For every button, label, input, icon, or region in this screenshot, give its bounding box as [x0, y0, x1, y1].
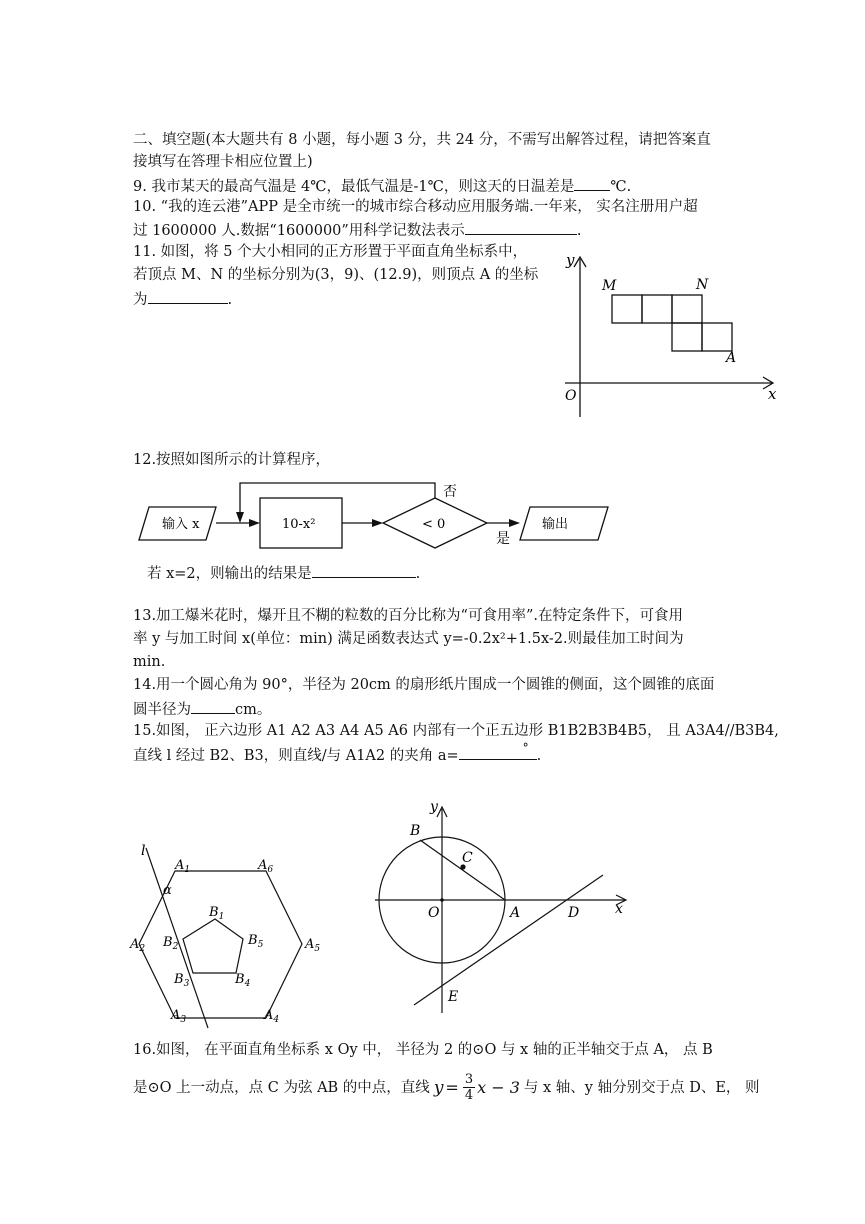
question-11-cont2: 为 .	[133, 288, 232, 310]
question-11-cont: 若顶点 M、N 的坐标分别为(3，9)、(12.9)，则顶点 A 的坐标	[133, 267, 539, 283]
question-16-cont: 是⊙O 上一动点，点 C 为弦 AB 的中点，直线 y = $\frac{3}{4}$ x − 3 与 x 轴、y 轴分别交于点 D、E， 则	[133, 1072, 760, 1103]
line-l	[146, 848, 208, 1028]
y-axis-label: y	[566, 251, 575, 269]
svg-text:B4: $B_4$	[235, 972, 251, 989]
answer-blank-14	[191, 698, 235, 714]
flow-process-label: 10-x²	[282, 517, 316, 532]
svg-text:A: A	[510, 905, 521, 921]
chord-ab	[420, 840, 505, 900]
question-10: 10. “我的连云港”APP 是全市统一的城市综合移动应用服务端.一年来， 实名注册用户超	[133, 199, 698, 215]
question-14: 14.用一个圆心角为 90°，半径为 20cm 的扇形纸片围成一个圆锥的侧面，这个圆锥的底面	[133, 677, 715, 693]
question-9: 9. 我市某天的最高气温是 4℃，最低气温是-1℃，则这天的日温差是 ℃.	[133, 175, 631, 197]
origin-label: O	[565, 388, 577, 404]
flow-input-label: 输入 x	[162, 517, 200, 532]
answer-blank-15: °	[459, 744, 537, 760]
svg-text:A6: $A_6$	[258, 858, 274, 875]
question-12: 12.按照如图所示的计算程序，	[133, 452, 331, 468]
svg-text:B2: $B_2$	[163, 935, 179, 952]
x-axis-label: x	[768, 385, 777, 403]
question-14-cont: 圆半径为 cm。	[133, 698, 271, 720]
question-13: 13.加工爆米花时，爆开且不糊的粒数的百分比称为“可食用率”.在特定条件下，可食用	[133, 608, 683, 624]
figure-15-hexagon	[125, 835, 325, 1035]
point-m-label: M	[602, 278, 617, 294]
svg-text:x: x	[615, 901, 623, 917]
question-15: 15.如图， 正六边形 A1 A2 A3 A4 A5 A6 内部有一个正五边形 B1B2B3B4B5， 且 A3A4//B3B4,	[133, 723, 779, 739]
question-13-cont: 率 y 与加工时间 x(单位：min) 满足函数表达式 y=-0.2x²+1.5x-2.则最佳加工时间为	[133, 631, 684, 647]
svg-text:A3: $A_3$	[171, 1008, 187, 1025]
question-12-answer: 若 x=2，则输出的结果是 .	[147, 562, 420, 584]
point-n-label: N	[696, 277, 709, 293]
svg-text:A5: $A_5$	[305, 937, 321, 954]
answer-blank-10	[465, 219, 577, 235]
svg-text:O: O	[428, 905, 440, 921]
pentagon	[183, 919, 243, 973]
flow-yes-label: 是	[496, 531, 510, 547]
svg-text:B: B	[410, 823, 421, 839]
question-15-cont: 直线 l 经过 B2、B3，则直线/与 A1A2 的夹角 a= ° .	[133, 741, 542, 764]
point-a-label: A	[726, 350, 737, 366]
svg-text:C: C	[462, 850, 473, 866]
svg-text:B1: $B_1$	[209, 905, 225, 922]
flow-no-label: 否	[443, 484, 457, 500]
section-heading: 二、填空题(本大题共有 8 小题，每小题 3 分，共 24 分，不需写出解答过程，请把答案直	[133, 132, 711, 148]
svg-text:E: E	[448, 989, 459, 1005]
figure-16-circle	[370, 795, 640, 1020]
svg-text:D: D	[568, 905, 580, 921]
question-13-cont2: min.	[133, 654, 166, 670]
question-10-cont: 过 1600000 人.数据“1600000”用科学记数法表示 .	[133, 219, 581, 241]
svg-text:A4: $A_4$	[264, 1008, 280, 1025]
svg-text:A1: $A_1$	[175, 858, 191, 875]
question-11: 11. 如图，将 5 个大小相同的正方形置于平面直角坐标系中，	[133, 244, 528, 260]
answer-blank-12	[312, 562, 416, 578]
flowchart	[130, 475, 630, 565]
svg-text:A2: $A_2$	[130, 937, 146, 954]
answer-blank-11	[148, 288, 228, 304]
figure-11-coordinate-grid	[555, 245, 795, 425]
angle-alpha-label: α	[163, 883, 172, 898]
svg-text:B5: $B_5$	[248, 933, 264, 950]
section-heading-cont: 接填写在答理卡相应位置上)	[133, 154, 313, 170]
line-l-label: l	[141, 843, 146, 859]
svg-text:y: y	[430, 799, 438, 815]
answer-blank-9	[574, 175, 610, 191]
question-16: 16.如图， 在平面直角坐标系 x Oy 中， 半径为 2 的⊙O 与 x 轴的正半轴交于点 A， 点 B	[133, 1042, 713, 1058]
flow-output-label: 输出	[542, 517, 569, 532]
flow-decision-label: < 0	[422, 517, 446, 532]
fraction-3-4: $\frac{3}{4}$	[464, 1072, 474, 1103]
svg-text:B3: $B_3$	[174, 972, 190, 989]
